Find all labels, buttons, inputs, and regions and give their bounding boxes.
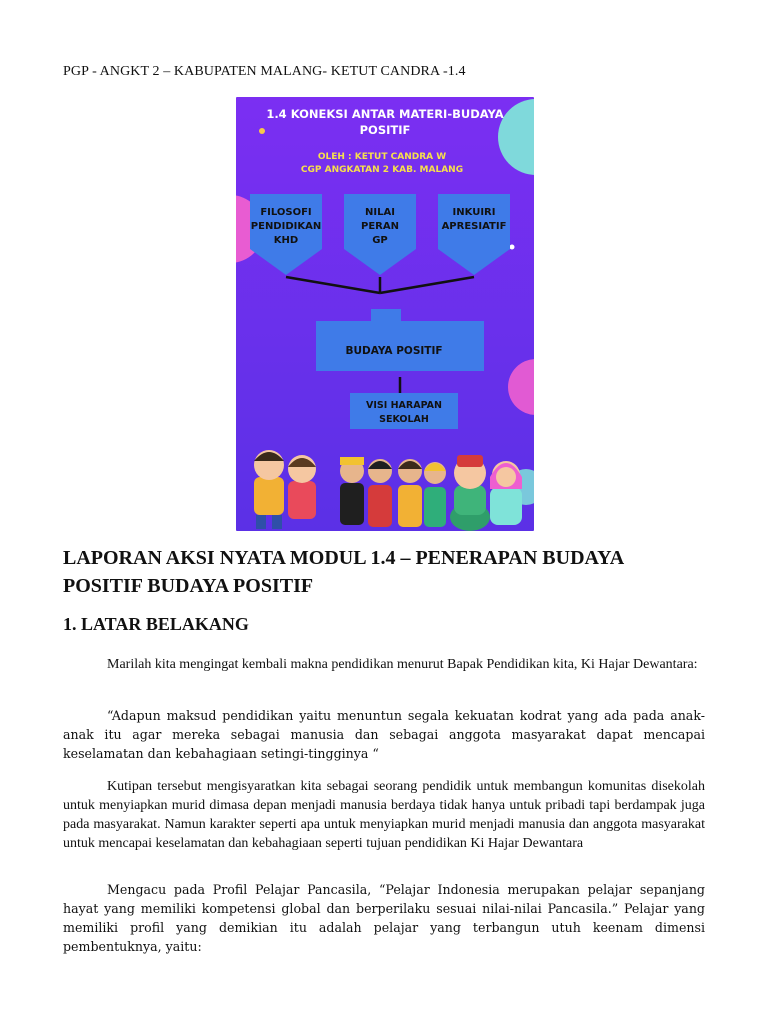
box1-line1: FILOSOFI [260,207,312,218]
child-figure-7 [450,455,490,531]
paragraph-3: Kutipan tersebut mengisyaratkan kita sebagai seorang pendidik untuk membangun komunitas disekolah untuk menyiapkan murid dimasa depan menjadi manusia berdaya tidak hanya untuk pribadi tapi berdampak juga pada masyarakat. Namun karakter seperti apa untuk menyiapkan murid menjadi manusia dan anggota masyarakat untuk mencapai keselamatan dan kebahagiaan seperti tujuan pendidikan Ki Hajar Dewantara [63,779,705,851]
poster-title-line2: POSITIF [359,123,411,137]
box2-line2: PERAN [361,221,399,232]
paragraph-4: Mengacu pada Profil Pelajar Pancasila, “Pelajar Indonesia merupakan pelajar sepanjang hayat yang memiliki kompetensi global dan berperilaku sesuai nilai-nilai Pancasila.” Pelajar yang memiliki profil yang demikian itu adalah pelajar yang terbangun utuh keenam dimensi pembentuknya, yaitu: [63,882,705,954]
page-header: PGP - ANGKT 2 – KABUPATEN MALANG- KETUT CANDRA -1.4 [63,64,466,79]
poster-byline-2: CGP ANGKATAN 2 KAB. MALANG [300,165,464,175]
paragraph-1: Marilah kita mengingat kembali makna pendidikan menurut Bapak Pendidikan kita, Ki Hajar Dewantara: [107,657,698,672]
box2-line1: NILAI [365,207,395,218]
visi-label-line2: SEKOLAH [379,414,429,425]
child-figure-2 [288,455,316,519]
box3-line2: APRESIATIF [441,221,507,232]
poster-title-line1: 1.4 KONEKSI ANTAR MATERI-BUDAYA [266,107,504,121]
paragraph-quote: “Adapun maksud pendidikan yaitu menuntun segala kekuatan kodrat yang ada pada anak-anak itu agar mereka sebagai manusia dan sebagai anggota masyarakat dapat mencapai keselamatan dan kebahagiaan setingi-tingginya “ [63,708,705,761]
box2-line3: GP [372,235,388,246]
visi-label-line1: VISI HARAPAN [366,400,442,411]
child-figure-5 [398,459,422,527]
box3-line1: INKUIRI [452,207,496,218]
box1-line2: PENDIDIKAN [250,221,322,232]
section-heading: 1. LATAR BELAKANG [63,614,249,634]
child-figure-3 [340,457,364,525]
budaya-positif-label: BUDAYA POSITIF [345,345,443,357]
child-figure-8 [490,461,522,525]
sparkle-decoration [259,128,265,134]
children-illustration [254,450,522,531]
child-figure-6 [424,462,446,527]
poster-byline-1: OLEH : KETUT CANDRA W [317,152,447,162]
infographic-poster [236,97,534,531]
document-title: LAPORAN AKSI NYATA MODUL 1.4 – PENERAPAN BUDAYA POSITIF BUDAYA POSITIF [63,547,624,597]
budaya-positif-tab [371,309,401,323]
poster-graphic [236,97,534,531]
box1-line3: KHD [273,235,299,246]
child-figure-4 [368,459,392,527]
sparkle-decoration [510,245,515,250]
